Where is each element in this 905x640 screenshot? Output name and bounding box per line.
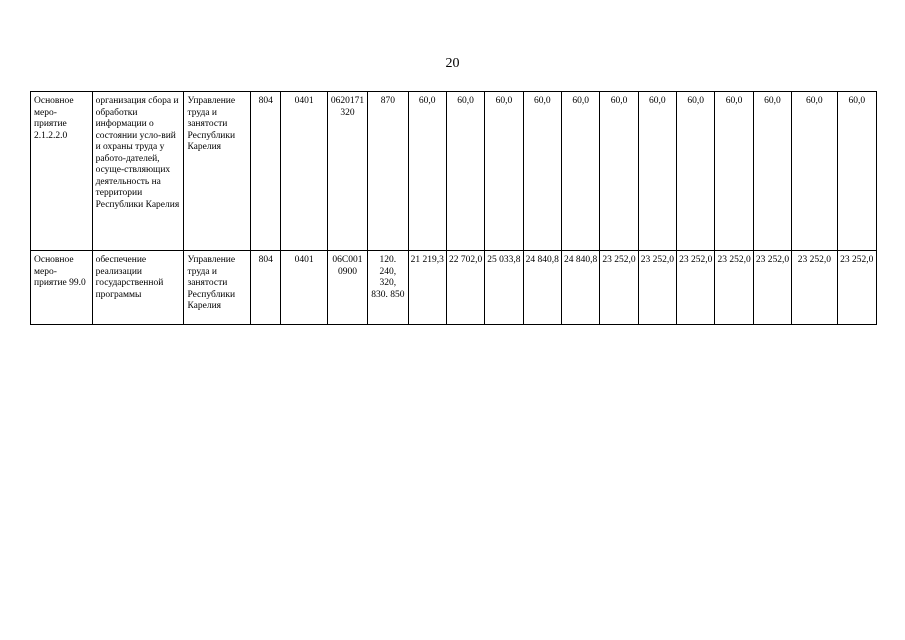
- value-cell: 60,0: [561, 92, 599, 251]
- value-cell: 23 252,0: [715, 251, 753, 325]
- value-cell: 60,0: [715, 92, 753, 251]
- value-cell: 23 252,0: [638, 251, 676, 325]
- name-cell: обеспечение реализации государственной программы: [92, 251, 184, 325]
- value-cell: 23 252,0: [837, 251, 876, 325]
- table-row: [31, 92, 877, 251]
- vr-cell: 870: [368, 92, 408, 251]
- value-cell: 60,0: [677, 92, 715, 251]
- status-cell: Основное меро-приятие 99.0: [31, 251, 93, 325]
- responsible-cell: Управление труда и занятости Республики Карелия: [184, 251, 251, 325]
- value-cell: 60,0: [837, 92, 876, 251]
- csr-cell: 06С001 0900: [327, 251, 367, 325]
- value-cell: 21 219,3: [408, 251, 446, 325]
- grbs-cell: 804: [251, 251, 281, 325]
- rzpr-cell: 0401: [281, 92, 327, 251]
- value-cell: 60,0: [523, 92, 561, 251]
- responsible-cell: Управление труда и занятости Республики Карелия: [184, 92, 251, 251]
- table-row: [31, 251, 877, 325]
- value-cell: 24 840,8: [561, 251, 599, 325]
- value-cell: 23 252,0: [677, 251, 715, 325]
- value-cell: 60,0: [446, 92, 484, 251]
- value-cell: 24 840,8: [523, 251, 561, 325]
- value-cell: 60,0: [753, 92, 791, 251]
- vr-cell: 120. 240, 320, 830. 850: [368, 251, 408, 325]
- value-cell: 25 033,8: [485, 251, 523, 325]
- name-cell: организация сбора и обработки информации о состоянии усло-вий и охраны труда у работо-дателей, осуще-ствляющих деятельность на территории Республики Карелия: [92, 92, 184, 251]
- value-cell: 60,0: [408, 92, 446, 251]
- value-cell: 23 252,0: [792, 251, 837, 325]
- value-cell: 60,0: [792, 92, 837, 251]
- value-cell: 23 252,0: [600, 251, 638, 325]
- value-cell: 60,0: [485, 92, 523, 251]
- csr-cell: 0620171 320: [327, 92, 367, 251]
- value-cell: 60,0: [600, 92, 638, 251]
- value-cell: 23 252,0: [753, 251, 791, 325]
- value-cell: 60,0: [638, 92, 676, 251]
- budget-table: [30, 91, 877, 325]
- value-cell: 22 702,0: [446, 251, 484, 325]
- rzpr-cell: 0401: [281, 251, 327, 325]
- grbs-cell: 804: [251, 92, 281, 251]
- page-number: 20: [445, 56, 460, 71]
- status-cell: Основное меро-приятие 2.1.2.2.0: [31, 92, 93, 251]
